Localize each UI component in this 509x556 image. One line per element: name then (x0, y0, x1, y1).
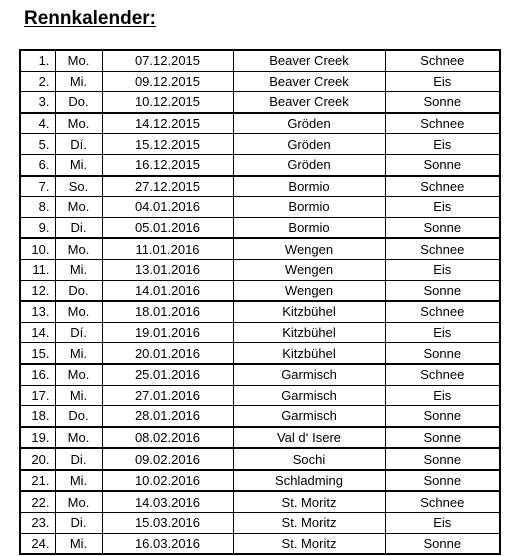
venue-cell: Garmisch (233, 406, 385, 427)
date-cell: 14.12.2015 (102, 113, 233, 134)
condition-cell: Sonne (385, 92, 500, 113)
table-row (20, 238, 500, 259)
condition-cell: Schnee (385, 301, 500, 322)
date-cell: 25.01.2016 (102, 364, 233, 385)
weekday-cell: Mi. (55, 154, 102, 175)
condition-cell: Sonne (385, 343, 500, 364)
date-cell: 09.02.2016 (102, 448, 233, 470)
weekday-cell: Mi. (55, 533, 102, 554)
date-cell: 19.01.2016 (102, 322, 233, 343)
weekday-cell: Dí. (55, 322, 102, 343)
weekday-cell: Di. (55, 513, 102, 534)
date-cell: 16.12.2015 (102, 154, 233, 175)
date-cell: 10.12.2015 (102, 92, 233, 113)
venue-cell: Gröden (233, 134, 385, 155)
weekday-cell: Mo. (55, 238, 102, 259)
table-row (20, 197, 500, 218)
weekday-cell: Mo. (55, 197, 102, 218)
date-cell: 08.02.2016 (102, 427, 233, 449)
weekday-cell: Mo. (55, 113, 102, 134)
weekday-cell: Di. (55, 217, 102, 238)
race-number-cell: 20. (20, 448, 55, 470)
race-number-cell: 23. (20, 513, 55, 534)
venue-cell: Garmisch (233, 385, 385, 406)
condition-cell: Eis (385, 71, 500, 92)
venue-cell: Beaver Creek (233, 71, 385, 92)
page-title: Rennkalender: (24, 8, 156, 29)
date-cell: 18.01.2016 (102, 301, 233, 322)
race-number-cell: 19. (20, 427, 55, 449)
race-number-cell: 21. (20, 470, 55, 492)
race-number-cell: 10. (20, 238, 55, 259)
table-row (20, 385, 500, 406)
weekday-cell: Mo. (55, 364, 102, 385)
race-number-cell: 6. (20, 154, 55, 175)
condition-cell: Eis (385, 322, 500, 343)
venue-cell: St. Moritz (233, 491, 385, 512)
race-number-cell: 18. (20, 406, 55, 427)
date-cell: 15.12.2015 (102, 134, 233, 155)
race-number-cell: 16. (20, 364, 55, 385)
weekday-cell: Mi. (55, 470, 102, 492)
condition-cell: Eis (385, 513, 500, 534)
venue-cell: Gröden (233, 154, 385, 175)
table-row (20, 448, 500, 470)
date-cell: 07.12.2015 (102, 50, 233, 71)
table-row (20, 176, 500, 197)
date-cell: 27.12.2015 (102, 176, 233, 197)
table-row (20, 113, 500, 134)
date-cell: 16.03.2016 (102, 533, 233, 554)
race-number-cell: 9. (20, 217, 55, 238)
condition-cell: Sonne (385, 470, 500, 492)
condition-cell: Schnee (385, 113, 500, 134)
race-number-cell: 7. (20, 176, 55, 197)
weekday-cell: Di. (55, 448, 102, 470)
table-row (20, 259, 500, 280)
weekday-cell: Do. (55, 406, 102, 427)
weekday-cell: Do. (55, 92, 102, 113)
date-cell: 04.01.2016 (102, 197, 233, 218)
venue-cell: St. Moritz (233, 513, 385, 534)
race-number-cell: 5. (20, 134, 55, 155)
condition-cell: Eis (385, 134, 500, 155)
venue-cell: Kitzbühel (233, 322, 385, 343)
venue-cell: Beaver Creek (233, 50, 385, 71)
table-row (20, 513, 500, 534)
table-row (20, 343, 500, 364)
venue-cell: Val d‘ Isere (233, 427, 385, 449)
race-number-cell: 12. (20, 280, 55, 301)
table-row (20, 92, 500, 113)
date-cell: 27.01.2016 (102, 385, 233, 406)
condition-cell: Schnee (385, 364, 500, 385)
condition-cell: Schnee (385, 50, 500, 71)
venue-cell: Beaver Creek (233, 92, 385, 113)
weekday-cell: Mo. (55, 50, 102, 71)
date-cell: 15.03.2016 (102, 513, 233, 534)
table-row (20, 71, 500, 92)
table-row (20, 301, 500, 322)
race-number-cell: 11. (20, 259, 55, 280)
date-cell: 28.01.2016 (102, 406, 233, 427)
venue-cell: Wengen (233, 280, 385, 301)
weekday-cell: Mo. (55, 491, 102, 512)
table-row (20, 322, 500, 343)
weekday-cell: Mi. (55, 385, 102, 406)
race-number-cell: 1. (20, 50, 55, 71)
weekday-cell: Mi. (55, 259, 102, 280)
venue-cell: Wengen (233, 238, 385, 259)
condition-cell: Schnee (385, 238, 500, 259)
condition-cell: Sonne (385, 533, 500, 554)
venue-cell: Schladming (233, 470, 385, 492)
table-row (20, 364, 500, 385)
table-row (20, 470, 500, 492)
date-cell: 11.01.2016 (102, 238, 233, 259)
venue-cell: Kitzbühel (233, 301, 385, 322)
table-row (20, 134, 500, 155)
condition-cell: Schnee (385, 176, 500, 197)
table-row (20, 280, 500, 301)
venue-cell: Bormio (233, 197, 385, 218)
condition-cell: Eis (385, 259, 500, 280)
race-number-cell: 8. (20, 197, 55, 218)
race-number-cell: 13. (20, 301, 55, 322)
condition-cell: Schnee (385, 491, 500, 512)
table-row (20, 427, 500, 449)
race-number-cell: 2. (20, 71, 55, 92)
venue-cell: Garmisch (233, 364, 385, 385)
condition-cell: Eis (385, 385, 500, 406)
table-row (20, 533, 500, 554)
race-number-cell: 14. (20, 322, 55, 343)
venue-cell: Wengen (233, 259, 385, 280)
table-row (20, 406, 500, 427)
condition-cell: Sonne (385, 427, 500, 449)
date-cell: 13.01.2016 (102, 259, 233, 280)
weekday-cell: Mo. (55, 427, 102, 449)
condition-cell: Sonne (385, 280, 500, 301)
weekday-cell: Mi. (55, 71, 102, 92)
condition-cell: Sonne (385, 217, 500, 238)
venue-cell: Gröden (233, 113, 385, 134)
weekday-cell: Mo. (55, 301, 102, 322)
table-row (20, 154, 500, 175)
venue-cell: Bormio (233, 176, 385, 197)
table-row (20, 50, 500, 71)
condition-cell: Sonne (385, 448, 500, 470)
race-number-cell: 17. (20, 385, 55, 406)
venue-cell: St. Moritz (233, 533, 385, 554)
date-cell: 14.01.2016 (102, 280, 233, 301)
table-row (20, 491, 500, 512)
date-cell: 09.12.2015 (102, 71, 233, 92)
condition-cell: Sonne (385, 154, 500, 175)
race-calendar-body (20, 50, 500, 554)
weekday-cell: So. (55, 176, 102, 197)
race-number-cell: 22. (20, 491, 55, 512)
race-number-cell: 4. (20, 113, 55, 134)
condition-cell: Eis (385, 197, 500, 218)
weekday-cell: Mi. (55, 343, 102, 364)
venue-cell: Bormio (233, 217, 385, 238)
venue-cell: Sochi (233, 448, 385, 470)
race-calendar-table (19, 49, 501, 555)
weekday-cell: Do. (55, 280, 102, 301)
race-number-cell: 3. (20, 92, 55, 113)
date-cell: 10.02.2016 (102, 470, 233, 492)
weekday-cell: Dí. (55, 134, 102, 155)
date-cell: 14.03.2016 (102, 491, 233, 512)
race-number-cell: 15. (20, 343, 55, 364)
date-cell: 20.01.2016 (102, 343, 233, 364)
date-cell: 05.01.2016 (102, 217, 233, 238)
race-number-cell: 24. (20, 533, 55, 554)
venue-cell: Kitzbühel (233, 343, 385, 364)
table-row (20, 217, 500, 238)
condition-cell: Sonne (385, 406, 500, 427)
